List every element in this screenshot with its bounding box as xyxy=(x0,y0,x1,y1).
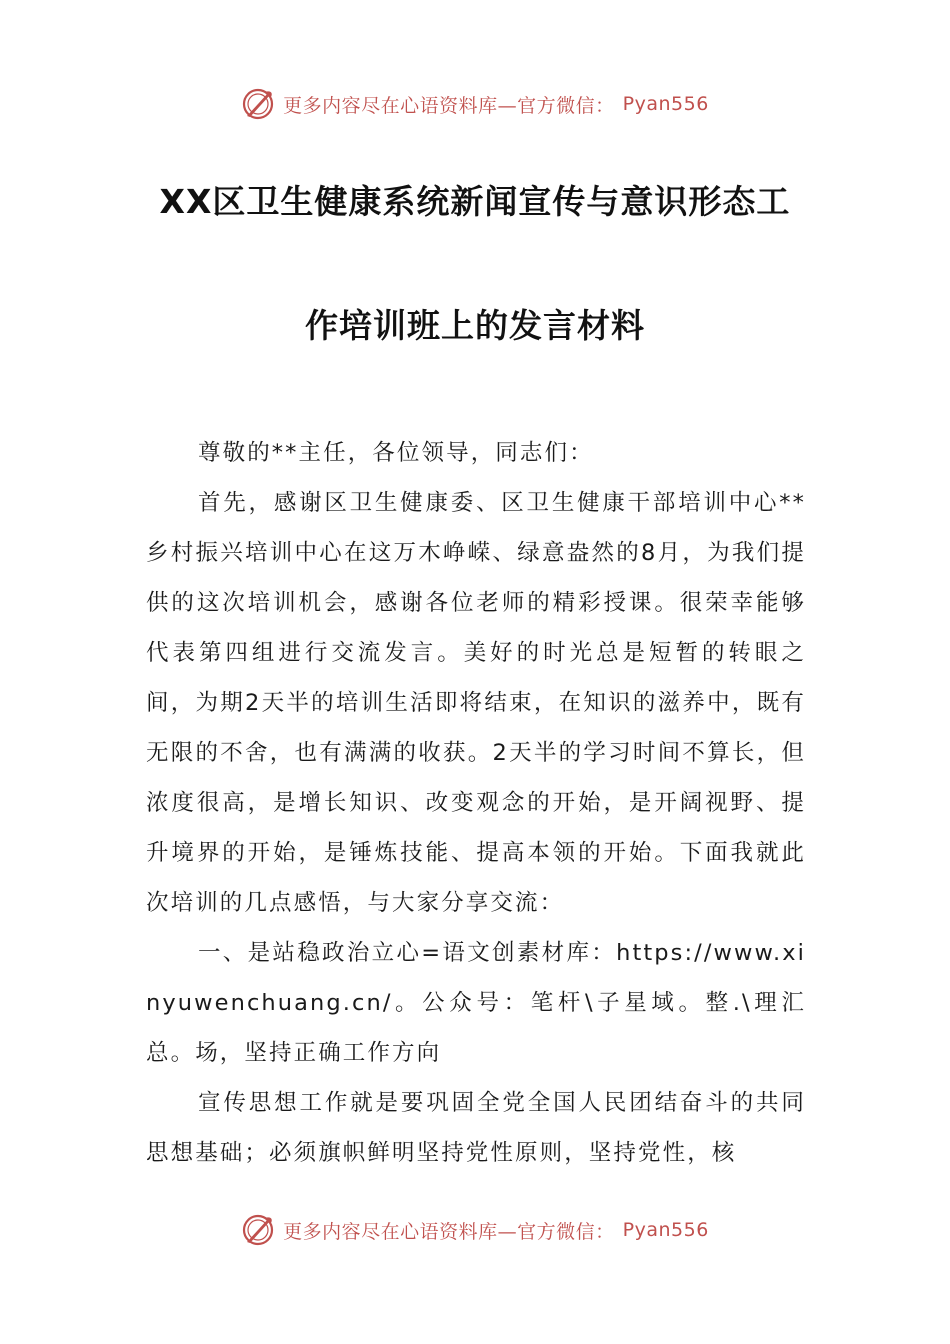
body-paragraph: 宣传思想工作就是要巩固全党全国人民团结奋斗的共同思想基础；必须旗帜鲜明坚持党性原则，坚持党性，核 xyxy=(146,1090,806,1166)
body-paragraph: 首先，感谢区卫生健康委、区卫生健康干部培训中心**乡村振兴培训中心在这万木峥嵘、绿意盎然的8月，为我们提供的这次培训机会，感谢各位老师的精彩授课。很荣幸能够代表第四组进行交流发言。美好的时光总是短暂的转眼之间，为期2天半的培训生活即将结束，在知识的滋养中，既有无限的不舍，也有满满的收获。2天半的学习时间不算长，但浓度很高，是增长知识、改变观念的开始，是开阔视野、提升境界的开始，是锤炼技能、提高本领的开始。下面我就此次培训的几点感悟，与大家分享交流： xyxy=(146,490,806,916)
watermark-wechat-id: Pyan556 xyxy=(622,93,709,115)
watermark-text: 更多内容尽在心语资料库—官方微信： xyxy=(283,94,615,117)
document-title-line-1: XX区卫生健康系统新闻宣传与意识形态工 xyxy=(159,182,791,221)
quill-logo-icon xyxy=(241,1213,275,1247)
watermark-wechat-id: Pyan556 xyxy=(622,1219,709,1241)
document-title-line-2: 作培训班上的发言材料 xyxy=(305,306,645,345)
quill-logo-icon xyxy=(241,87,275,121)
salutation-paragraph: 尊敬的**主任，各位领导，同志们： xyxy=(198,440,594,466)
footer-watermark xyxy=(0,1210,950,1250)
header-watermark xyxy=(0,84,950,124)
watermark-text: 更多内容尽在心语资料库—官方微信： xyxy=(283,1220,615,1243)
document-body xyxy=(146,428,806,1178)
section-heading-paragraph: 一、是站稳政治立心=语文创素材库：https://www.xinyuwenchuang.cn/。公众号：笔杆\子星域。整.\理汇总。场，坚持正确工作方向 xyxy=(146,940,806,1066)
